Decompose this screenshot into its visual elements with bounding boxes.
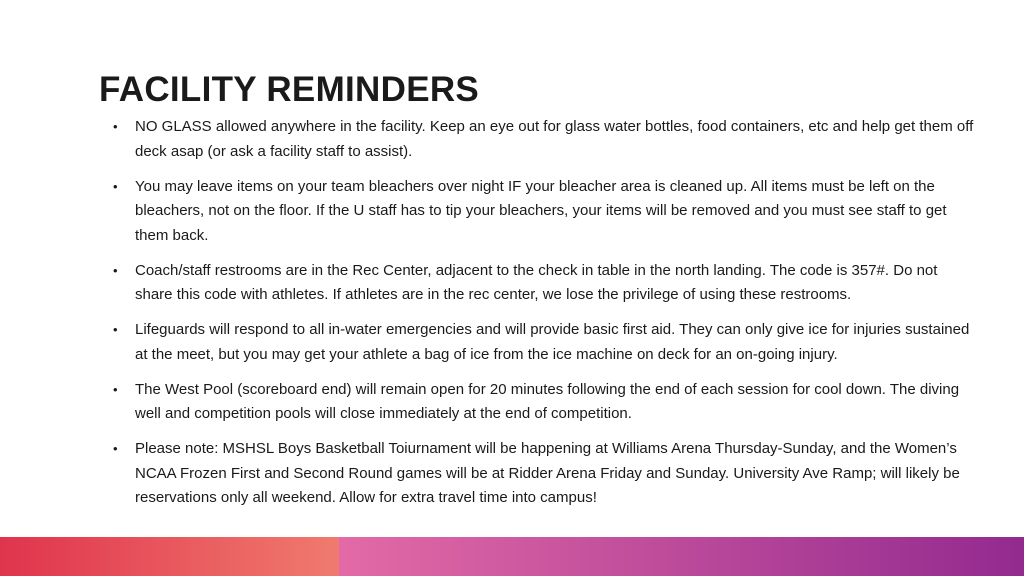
reminder-west-pool xyxy=(113,378,979,427)
reminder-text: Coach/staff restrooms are in the Rec Center, adjacent to the check in table in the north landing. The code is 357#. Do not share this code with athletes. If athletes are in the rec center, we lose the privilege of using these restrooms. xyxy=(135,261,938,303)
reminder-bleachers xyxy=(113,175,979,249)
reminder-traffic-note xyxy=(113,437,979,511)
reminder-no-glass xyxy=(113,115,979,164)
bullet-icon: • xyxy=(113,381,118,397)
reminder-lifeguards xyxy=(113,318,979,367)
slide-title: FACILITY REMINDERS xyxy=(99,70,480,109)
bullet-icon: • xyxy=(113,119,118,134)
bullet-icon: • xyxy=(113,178,118,194)
reminder-text: The West Pool (scoreboard end) will remain open for 20 minutes following the end of each session for cool down. The diving well and competition pools will close immediately at the end of competition. xyxy=(135,380,960,422)
band-left-segment xyxy=(0,537,339,576)
reminder-text: Lifeguards will respond to all in-water emergencies and will provide basic first aid. They can only give ice for injuries sustained at the meet, but you may get your athlete a bag of ice from the ice machine on deck for an on-going injury. xyxy=(135,321,970,363)
bullet-icon: • xyxy=(113,441,118,456)
reminder-text: Please note: MSHSL Boys Basketball Toiurnament will be happening at Williams Arena Thursday-Sunday, and the Women’s NCAA Frozen First and Second Round games will be at Ridder Arena Friday and Sunday. University Ave Ramp; will likely be reservations only all weekend. Allow for extra travel time into campus! xyxy=(135,440,960,506)
decorative-bottom-band xyxy=(0,537,1024,576)
reminder-text: You may leave items on your team bleachers over night IF your bleacher area is cleaned up. All items must be left on the bleachers, not on the floor. If the U staff has to tip your bleachers, your items will be removed and you must see staff to get them back. xyxy=(135,177,947,244)
reminder-restrooms xyxy=(113,259,979,308)
reminder-list xyxy=(113,115,979,521)
bullet-icon: • xyxy=(113,262,118,278)
bullet-icon: • xyxy=(113,322,118,337)
reminder-text: NO GLASS allowed anywhere in the facility. Keep an eye out for glass water bottles, food containers, etc and help get them off deck asap (or ask a facility staff to assist). xyxy=(135,118,974,160)
band-right-segment xyxy=(339,537,1024,576)
